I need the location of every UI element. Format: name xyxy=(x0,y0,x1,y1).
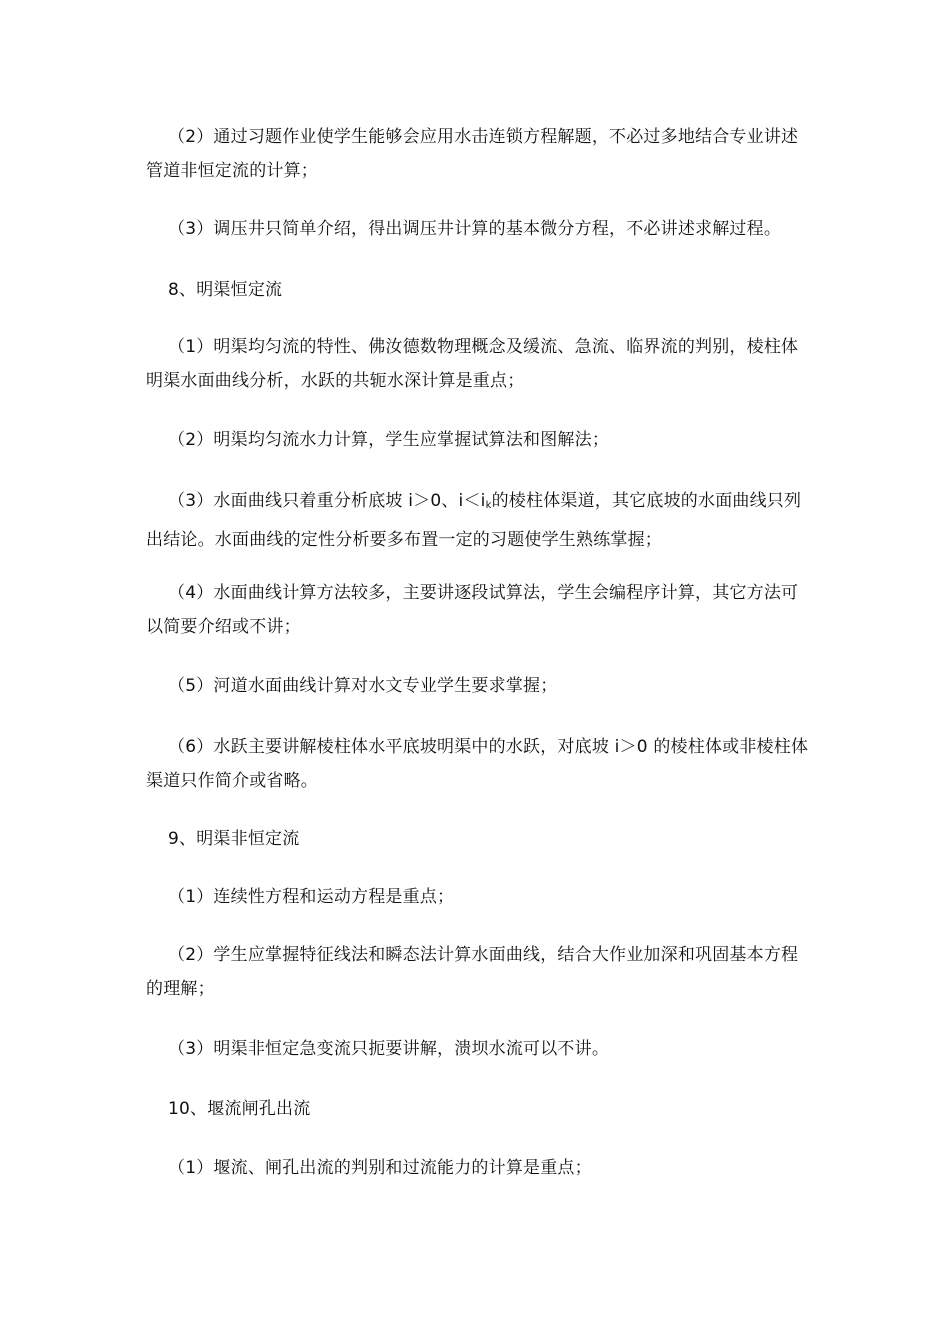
slope-subscript-k: k xyxy=(485,500,492,511)
paragraph-weir-gate-flow: （1）堰流、闸孔出流的判别和过流能力的计算是重点； xyxy=(168,1158,592,1178)
paragraph-rapidly-varied-flow: （3）明渠非恒定急变流只扼要讲解，溃坝水流可以不讲。 xyxy=(168,1039,610,1059)
paragraph-profile-computation-methods: （4）水面曲线计算方法较多，主要讲逐段试算法，学生会编程序计算，其它方法可以简要介绍或不讲； xyxy=(146,583,799,637)
section-heading-10: 10、堰流闸孔出流 xyxy=(168,1099,311,1119)
paragraph-uniform-flow-calculation: （2）明渠均匀流水力计算，学生应掌握试算法和图解法； xyxy=(168,430,610,450)
paragraph-water-surface-profiles xyxy=(146,484,814,557)
paragraph-surge-tank: （3）调压井只简单介绍，得出调压井计算的基本微分方程，不必讲述求解过程。 xyxy=(168,219,782,239)
paragraph-hydraulic-jump: （6）水跃主要讲解棱柱体水平底坡明渠中的水跃，对底坡 i＞0 的棱柱体或非棱柱体渠道只作简介或省略。 xyxy=(146,737,809,791)
paragraph-water-surface-profiles-part1: （3）水面曲线只着重分析底坡 i＞0、i＜i xyxy=(168,491,486,511)
paragraph-continuity-momentum: （1）连续性方程和运动方程是重点； xyxy=(168,887,455,907)
paragraph-water-surface-profiles-part2: 的棱柱体渠道，其它底坡的水面曲线只列出结论。水面曲线的定性分析要多布置一定的习题使学生熟练掌握； xyxy=(146,491,802,550)
section-heading-8: 8、明渠恒定流 xyxy=(168,280,283,300)
paragraph-characteristics-method: （2）学生应掌握特征线法和瞬态法计算水面曲线，结合大作业加深和巩固基本方程的理解； xyxy=(146,945,799,999)
paragraph-river-profiles: （5）河道水面曲线计算对水文专业学生要求掌握； xyxy=(168,676,558,696)
paragraph-uniform-flow-key-points: （1）明渠均匀流的特性、佛汝德数物理概念及缓流、急流、临界流的判别，棱柱体明渠水面曲线分析，水跃的共轭水深计算是重点； xyxy=(146,337,799,391)
paragraph-pressure-pipe-exercises: （2）通过习题作业使学生能够会应用水击连锁方程解题，不必过多地结合专业讲述管道非恒定流的计算； xyxy=(146,127,799,181)
section-heading-9: 9、明渠非恒定流 xyxy=(168,829,300,849)
